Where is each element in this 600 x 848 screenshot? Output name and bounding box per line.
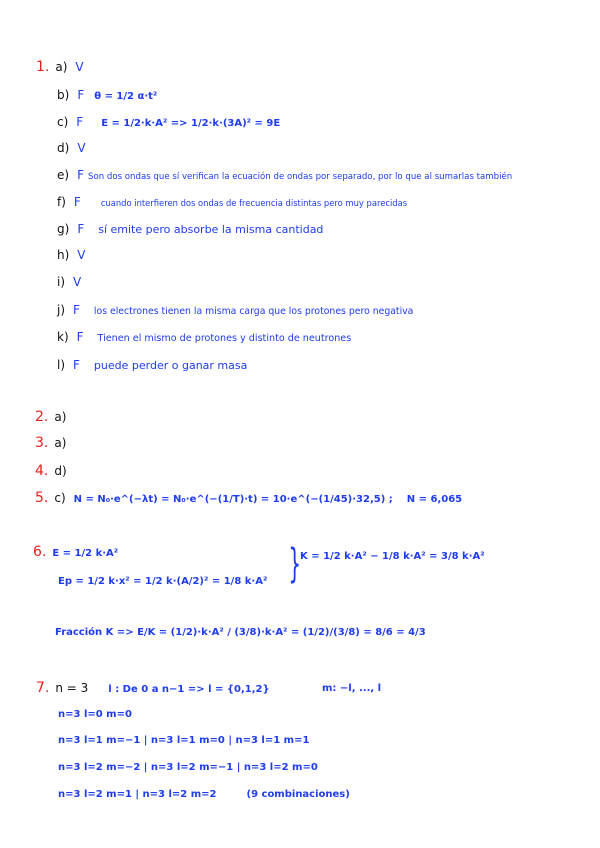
q1-b <box>57 88 157 104</box>
q6-potential: Ep = 1/2 k·x² = 1/2 k·(A/2)² = 1/8 k·A² <box>58 576 268 587</box>
q7-row-text: n=3 l=2 m=−2 | n=3 l=2 m=−1 | n=3 l=2 m=0 <box>58 762 318 773</box>
item-letter: g) <box>57 222 70 236</box>
item-note: los electrones tienen la misma carga que los protones pero negativa <box>93 306 414 317</box>
q1-g <box>57 222 323 238</box>
q6-line2 <box>58 575 267 589</box>
item-answer: F <box>73 195 81 209</box>
q1-c <box>57 115 280 131</box>
brace-icon: } <box>288 541 302 587</box>
q7-n: n = 3 <box>55 681 89 695</box>
q7-row-text: n=3 l=0 m=0 <box>58 709 132 720</box>
item-letter: c) <box>57 115 69 129</box>
q3 <box>35 436 74 452</box>
item-answer: V <box>77 248 86 262</box>
q7-row <box>58 788 350 802</box>
q7-m-range <box>322 682 381 696</box>
item-letter: f) <box>57 195 66 209</box>
q1-a <box>36 60 94 76</box>
q3-letter: a) <box>54 436 67 450</box>
item-letter: b) <box>57 88 70 102</box>
q7-row <box>58 708 132 722</box>
item-letter: a) <box>55 60 68 74</box>
item-note: cuando interfieren dos ondas de frecuencia distintas pero muy parecidas <box>100 198 408 208</box>
q7-l-range: l : De 0 a n−1 => l = {0,1,2} <box>108 684 270 695</box>
item-answer: V <box>77 141 86 155</box>
item-answer: V <box>75 60 84 74</box>
q6-number: 6. <box>33 544 47 560</box>
q6-line1 <box>33 545 118 561</box>
q1-j <box>57 303 413 319</box>
q4 <box>35 464 75 480</box>
q6-fraction-eq: Fracción K => E/K = (1/2)·k·A² / (3/8)·k·A² = (1/2)/(3/8) = 8/6 = 4/3 <box>55 627 426 638</box>
q6-energy: E = 1/2 k·A² <box>52 548 119 559</box>
item-answer: F <box>77 88 85 102</box>
q5 <box>35 491 462 507</box>
q7-total: (9 combinaciones) <box>246 789 350 800</box>
q7-row <box>58 761 318 775</box>
item-answer: F <box>77 222 85 236</box>
q7-row-text: n=3 l=1 m=−1 | n=3 l=1 m=0 | n=3 l=1 m=1 <box>58 735 310 746</box>
q2 <box>35 410 74 426</box>
q7-row <box>58 734 309 748</box>
item-letter: j) <box>57 303 66 317</box>
q2-letter: a) <box>54 410 67 424</box>
q1-l <box>57 358 247 374</box>
q1-d <box>57 141 96 157</box>
item-answer: F <box>76 330 84 344</box>
q7-number: 7. <box>36 680 50 696</box>
item-letter: k) <box>57 330 69 344</box>
item-note: E = 1/2·k·A² => 1/2·k·(3A)² = 9E <box>101 118 281 129</box>
q7-row-text: n=3 l=2 m=1 | n=3 l=2 m=2 <box>58 789 217 800</box>
q7-m-range-text: m: −l, ..., l <box>322 683 382 694</box>
q5-number: 5. <box>35 490 49 506</box>
q1-f <box>57 195 407 211</box>
item-note: Son dos ondas que sí verifican la ecuación de ondas por separado, por lo que al sumarlas también <box>87 172 513 182</box>
q4-letter: d) <box>54 464 67 478</box>
item-answer: F <box>73 303 80 317</box>
q1-number: 1. <box>36 59 50 75</box>
item-note: θ = 1/2 α·t² <box>94 91 158 102</box>
q2-number: 2. <box>35 409 49 425</box>
item-letter: d) <box>57 141 70 155</box>
item-answer: V <box>73 275 82 289</box>
q5-work: N = N₀·e^(−λt) = N₀·e^(−(1/T)·t) = 10·e^(−(1/45)·32,5) ; <box>73 494 393 505</box>
item-letter: i) <box>57 275 66 289</box>
q1-h <box>57 248 96 264</box>
item-letter: l) <box>57 358 66 372</box>
item-answer: F <box>77 168 84 182</box>
q3-number: 3. <box>35 435 49 451</box>
q5-result: N = 6,065 <box>406 494 463 505</box>
q1-i <box>57 275 91 291</box>
q6-kinetic-eq: K = 1/2 k·A² − 1/8 k·A² = 3/8 k·A² <box>300 551 485 562</box>
item-note: sí emite pero absorbe la misma cantidad <box>98 223 324 236</box>
q1-k <box>57 330 351 346</box>
item-letter: e) <box>57 168 70 182</box>
q4-number: 4. <box>35 463 49 479</box>
item-answer: F <box>73 358 80 372</box>
q5-letter: c) <box>54 491 66 505</box>
q6-fraction <box>55 626 426 640</box>
item-answer: F <box>76 115 84 129</box>
q6-kinetic <box>300 550 485 564</box>
item-letter: h) <box>57 248 70 262</box>
q1-e <box>57 168 512 184</box>
item-note: Tienen el mismo de protones y distinto de neutrones <box>97 333 352 344</box>
q7-header <box>36 681 270 697</box>
item-note: puede perder o ganar masa <box>93 359 248 372</box>
